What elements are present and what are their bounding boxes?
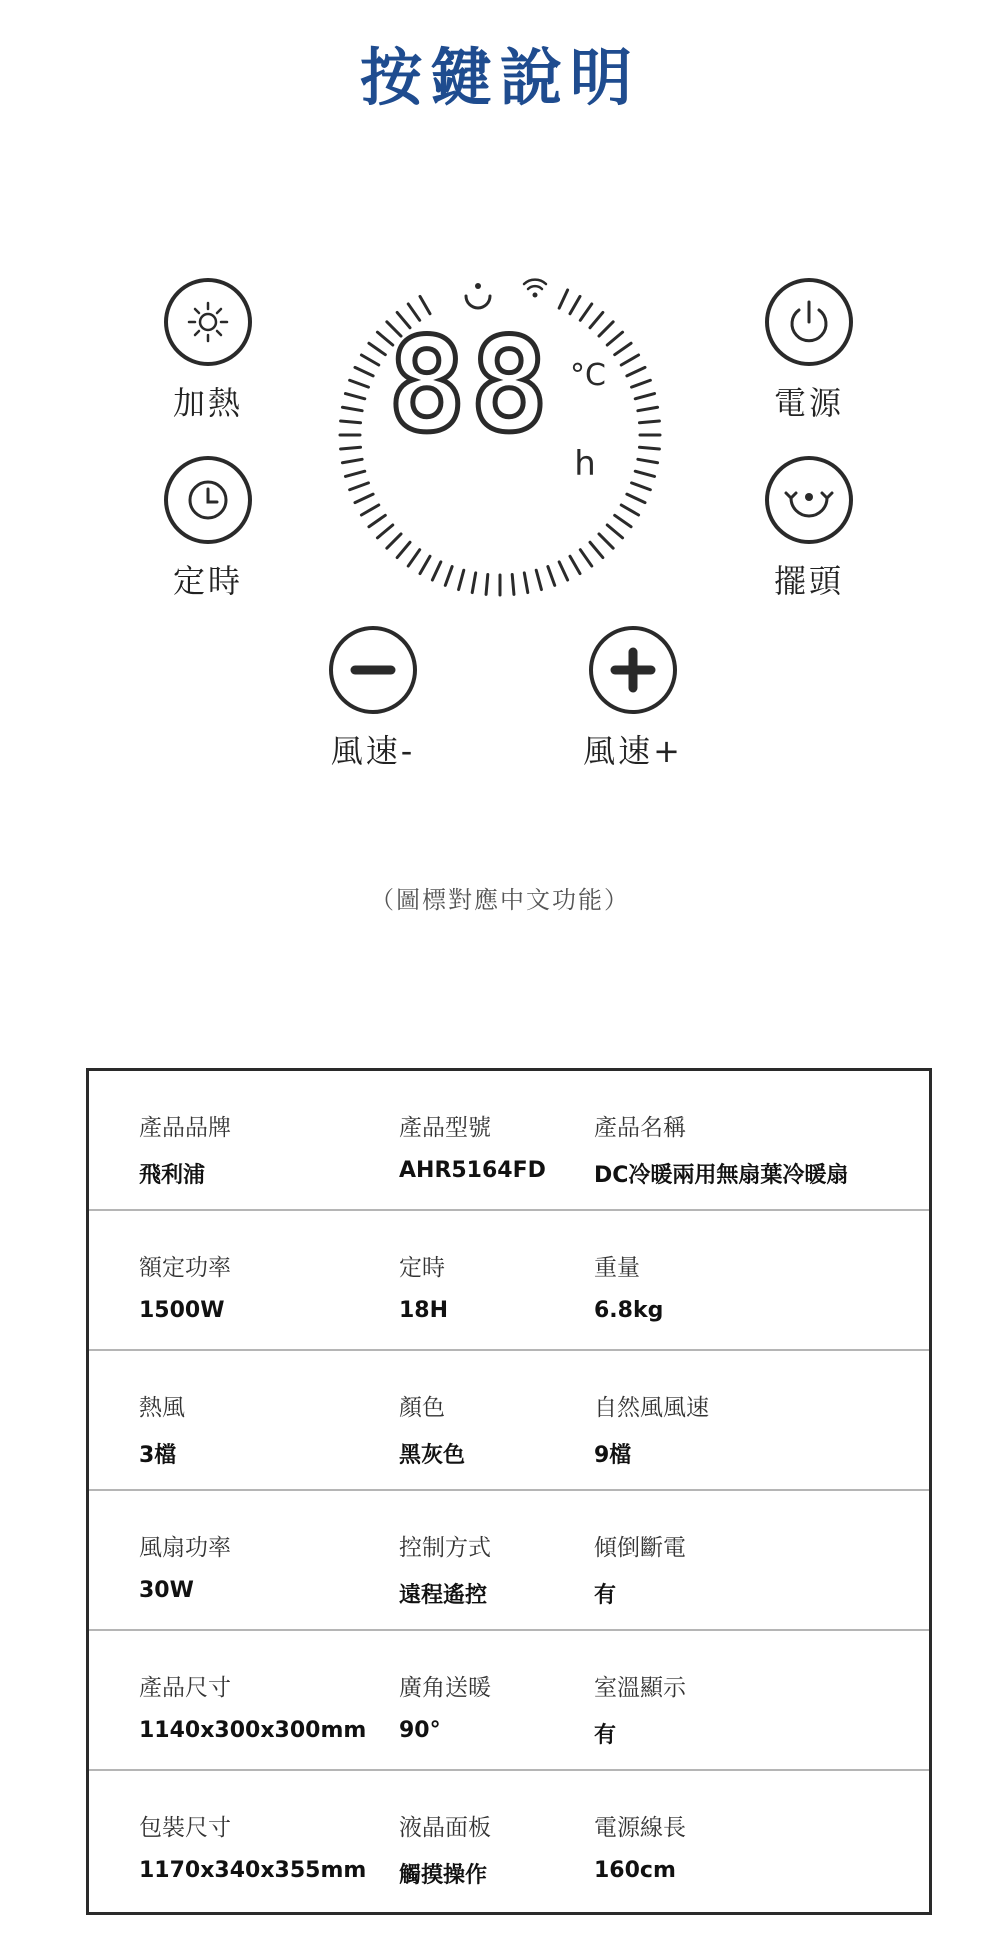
spec-value: 黑灰色 <box>399 1443 466 1468</box>
dial-tick <box>635 394 654 399</box>
dial-tick <box>345 394 364 399</box>
spec-cell <box>399 1109 546 1183</box>
dial-tick <box>607 525 622 538</box>
spec-key: 定時 <box>399 1255 445 1281</box>
smile-indicator-icon <box>466 283 490 308</box>
dial-tick <box>445 567 452 586</box>
minus-icon <box>333 630 413 710</box>
dial-tick <box>590 312 603 327</box>
plus-icon <box>593 630 673 710</box>
spec-cell <box>139 1529 231 1603</box>
dial-tick <box>638 407 658 410</box>
dial-tick <box>632 380 651 387</box>
dial-tick <box>627 494 645 502</box>
spec-row <box>89 1491 929 1631</box>
spec-cell <box>399 1669 491 1743</box>
dial-tick <box>638 459 658 462</box>
spec-cell <box>139 1249 231 1323</box>
dial-tick <box>590 542 603 557</box>
spec-key: 傾倒斷電 <box>594 1535 686 1561</box>
dial-tick <box>536 570 541 589</box>
dial-tick <box>369 515 385 526</box>
speed-down-button[interactable] <box>329 626 417 714</box>
dial-tick <box>580 304 591 320</box>
dial-tick <box>615 343 631 354</box>
dial-tick <box>627 367 645 375</box>
dial-tick <box>355 367 373 375</box>
dial-tick <box>639 447 659 449</box>
display-dial <box>330 260 670 600</box>
spec-cell <box>399 1389 465 1469</box>
spec-cell <box>399 1249 448 1323</box>
caption: （圖標對應中文功能） <box>370 886 630 914</box>
spec-key: 顏色 <box>399 1395 445 1421</box>
dial-tick <box>580 550 591 566</box>
clock-icon <box>168 460 248 540</box>
timer-label: 定時 <box>172 562 243 600</box>
spec-key: 室溫顯示 <box>594 1675 686 1701</box>
dial-tick <box>369 343 385 354</box>
spec-cell <box>594 1389 709 1469</box>
spec-value: 90° <box>399 1718 441 1743</box>
digit-display: 88 <box>387 309 553 461</box>
heat-label: 加熱 <box>172 384 243 422</box>
spec-cell <box>594 1529 686 1609</box>
spec-value: 飛利浦 <box>139 1163 206 1188</box>
heat-button[interactable] <box>164 278 252 366</box>
spec-cell <box>594 1109 848 1189</box>
power-icon <box>769 282 849 362</box>
dial-tick <box>615 515 631 526</box>
hour-unit: h <box>574 444 596 484</box>
dial-tick <box>486 574 488 594</box>
spec-row <box>89 1071 929 1211</box>
dial-tick <box>559 562 567 580</box>
timer-button[interactable] <box>164 456 252 544</box>
spec-cell <box>399 1529 491 1609</box>
dial-tick <box>350 483 369 490</box>
dial-tick <box>350 380 369 387</box>
dial-tick <box>570 556 580 573</box>
dial-tick <box>472 573 475 593</box>
spec-key: 風扇功率 <box>139 1535 231 1561</box>
dial-tick <box>599 322 613 336</box>
dial-tick <box>599 534 613 548</box>
swing-icon <box>769 460 849 540</box>
spec-value: 1140x300x300mm <box>139 1718 367 1743</box>
power-button[interactable] <box>765 278 853 366</box>
spec-value: 3檔 <box>139 1443 177 1468</box>
spec-value: 1170x340x355mm <box>139 1858 367 1883</box>
dial-tick <box>432 562 440 580</box>
spec-key: 產品品牌 <box>139 1115 231 1141</box>
spec-row <box>89 1211 929 1351</box>
spec-row <box>89 1631 929 1771</box>
spec-key: 廣角送暖 <box>399 1675 491 1701</box>
spec-key: 產品型號 <box>399 1115 491 1141</box>
spec-cell <box>594 1249 663 1323</box>
speed-up-label: 風速+ <box>583 732 683 770</box>
spec-key: 控制方式 <box>399 1535 491 1561</box>
dial-tick <box>639 421 659 423</box>
spec-key: 額定功率 <box>139 1255 231 1281</box>
spec-cell <box>139 1809 366 1883</box>
dial-tick <box>341 447 361 449</box>
spec-value: 觸摸操作 <box>399 1863 488 1888</box>
spec-key: 重量 <box>594 1255 640 1281</box>
dial-tick <box>607 332 622 345</box>
dial-tick <box>341 421 361 423</box>
spec-value: 有 <box>594 1723 617 1748</box>
spec-row <box>89 1351 929 1491</box>
sun-icon <box>168 282 248 362</box>
dial-tick <box>635 471 654 476</box>
dial-tick <box>420 556 430 573</box>
dial-tick <box>632 483 651 490</box>
celsius-unit: °C <box>570 358 606 393</box>
spec-value: 遠程遙控 <box>399 1583 488 1608</box>
dial-tick <box>342 459 362 462</box>
page-title: 按鍵說明 <box>359 41 640 114</box>
spec-value: 30W <box>139 1578 194 1603</box>
dial-tick <box>345 471 364 476</box>
spec-value: DC冷暖兩用無扇葉冷暖扇 <box>594 1163 849 1188</box>
dial-tick <box>512 574 514 594</box>
dial-tick <box>548 567 555 586</box>
swing-button[interactable] <box>765 456 853 544</box>
spec-value: 有 <box>594 1583 617 1608</box>
spec-cell <box>594 1809 686 1883</box>
spec-value: 18H <box>399 1298 449 1323</box>
swing-label: 擺頭 <box>773 562 844 600</box>
spec-value: 9檔 <box>594 1443 632 1468</box>
spec-cell <box>594 1669 686 1749</box>
dial-tick <box>524 573 527 593</box>
spec-value: 6.8kg <box>594 1298 664 1323</box>
spec-key: 電源線長 <box>594 1815 686 1841</box>
spec-key: 熱風 <box>139 1395 185 1421</box>
dial-tick <box>355 494 373 502</box>
spec-value: 1500W <box>139 1298 225 1323</box>
dial-tick <box>559 290 567 308</box>
spec-cell <box>139 1669 366 1743</box>
spec-table <box>86 1068 932 1915</box>
spec-value: AHR5164FD <box>399 1158 546 1183</box>
dial-tick <box>621 355 638 365</box>
dial-tick <box>570 296 580 313</box>
spec-key: 產品尺寸 <box>139 1675 231 1701</box>
dial-tick <box>621 505 638 515</box>
spec-cell <box>139 1109 231 1189</box>
wifi-icon <box>524 280 546 298</box>
spec-key: 自然風風速 <box>594 1395 709 1421</box>
spec-key: 包裝尺寸 <box>139 1815 231 1841</box>
dial-tick <box>342 407 362 410</box>
spec-cell <box>139 1389 185 1469</box>
dial-tick <box>459 570 464 589</box>
speed-up-button[interactable] <box>589 626 677 714</box>
spec-row <box>89 1771 929 1911</box>
power-label: 電源 <box>773 384 844 422</box>
spec-cell <box>399 1809 491 1889</box>
dial-tick <box>377 525 392 538</box>
dial-tick <box>408 550 419 566</box>
dial-tick <box>397 542 410 557</box>
dial-tick <box>387 534 401 548</box>
dial-tick <box>361 355 378 365</box>
spec-key: 液晶面板 <box>399 1815 491 1841</box>
spec-value: 160cm <box>594 1858 676 1883</box>
dial-tick <box>361 505 378 515</box>
speed-down-label: 風速- <box>330 732 416 770</box>
spec-key: 產品名稱 <box>594 1115 686 1141</box>
